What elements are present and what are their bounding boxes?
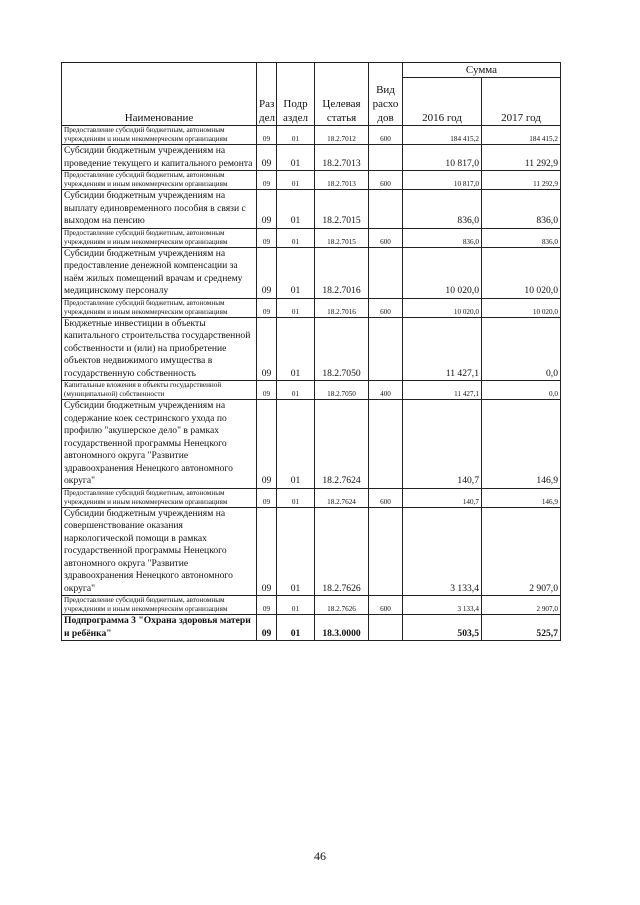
cell-sum-2017: 10 020,0 (482, 298, 561, 317)
cell-sum-2016: 10 817,0 (403, 145, 482, 171)
cell-sum-2017: 11 292,9 (482, 171, 561, 190)
cell-expense-type (369, 507, 403, 596)
header-summa: Сумма (403, 63, 561, 78)
cell-razdel: 09 (257, 400, 277, 489)
cell-sum-2016: 10 817,0 (403, 171, 482, 190)
cell-name: Субсидии бюджетным учреждениям на предоставление денежной компенсации за наём жилых помещений врачам и среднему медицинскому персоналу (62, 247, 257, 298)
table-row (62, 317, 561, 381)
cell-name: Бюджетные инвестиции в объекты капитального строительства государственной собственности и (или) на приобретение объектов недвижимого имущества в государственную собственность (62, 317, 257, 381)
cell-sum-2016: 184 415,2 (403, 126, 482, 145)
cell-razdel: 09 (257, 596, 277, 615)
cell-razdel: 09 (257, 507, 277, 596)
cell-razdel: 09 (257, 145, 277, 171)
cell-name: Субсидии бюджетным учреждениям на выплату единовременного пособия в связи с выходом на пенсию (62, 190, 257, 229)
cell-podrazdel: 01 (277, 145, 315, 171)
cell-sum-2016: 503,5 (403, 615, 482, 641)
header-vid: Вид расхо дов (369, 63, 403, 126)
cell-name: Подпрограмма 3 "Охрана здоровья матери и ребёнка" (62, 615, 257, 641)
cell-expense-type (369, 247, 403, 298)
cell-name: Субсидии бюджетным учреждениям на совершенствование оказания наркологической помощи в рамках государственной программы Ненецкого автономного округа "Развитие здравоохранения Ненецкого автономного округа" (62, 507, 257, 596)
cell-podrazdel: 01 (277, 507, 315, 596)
cell-target-article: 18.2.7626 (315, 596, 369, 615)
cell-target-article: 18.2.7626 (315, 507, 369, 596)
cell-podrazdel: 01 (277, 247, 315, 298)
cell-razdel: 09 (257, 615, 277, 641)
cell-podrazdel: 01 (277, 381, 315, 400)
cell-name: Субсидии бюджетным учреждениям на проведение текущего и капитального ремонта (62, 145, 257, 171)
cell-sum-2016: 140,7 (403, 400, 482, 489)
table-row (62, 381, 561, 400)
cell-sum-2017: 11 292,9 (482, 145, 561, 171)
cell-expense-type: 600 (369, 488, 403, 507)
cell-sum-2017: 0,0 (482, 317, 561, 381)
cell-razdel: 09 (257, 247, 277, 298)
cell-target-article: 18.2.7624 (315, 400, 369, 489)
cell-razdel: 09 (257, 171, 277, 190)
cell-podrazdel: 01 (277, 126, 315, 145)
cell-sum-2017: 146,9 (482, 400, 561, 489)
table-row (62, 298, 561, 317)
table-body (62, 126, 561, 641)
cell-sum-2016: 836,0 (403, 228, 482, 247)
cell-sum-2017: 836,0 (482, 228, 561, 247)
table-row (62, 190, 561, 229)
cell-sum-2016: 10 020,0 (403, 247, 482, 298)
cell-expense-type: 600 (369, 126, 403, 145)
header-year-2017: 2017 год (482, 78, 561, 126)
cell-expense-type (369, 317, 403, 381)
cell-sum-2017: 184 415,2 (482, 126, 561, 145)
cell-expense-type (369, 615, 403, 641)
cell-razdel: 09 (257, 228, 277, 247)
cell-expense-type: 600 (369, 298, 403, 317)
table-row (62, 596, 561, 615)
cell-podrazdel: 01 (277, 317, 315, 381)
header-razdel: Раз дел (257, 63, 277, 126)
cell-razdel: 09 (257, 317, 277, 381)
cell-razdel: 09 (257, 126, 277, 145)
cell-sum-2016: 10 020,0 (403, 298, 482, 317)
cell-target-article: 18.2.7050 (315, 381, 369, 400)
cell-sum-2017: 2 907,0 (482, 596, 561, 615)
budget-table (61, 62, 561, 641)
cell-expense-type: 600 (369, 228, 403, 247)
header-year-2016: 2016 год (403, 78, 482, 126)
table-row (62, 400, 561, 489)
table-row (62, 507, 561, 596)
cell-name: Предоставление субсидий бюджетным, автономным учреждениям и иным некоммерческим организациям (62, 298, 257, 317)
cell-sum-2016: 140,7 (403, 488, 482, 507)
cell-sum-2017: 525,7 (482, 615, 561, 641)
page-number: 46 (314, 849, 326, 863)
table-row (62, 171, 561, 190)
cell-razdel: 09 (257, 298, 277, 317)
cell-razdel: 09 (257, 488, 277, 507)
cell-sum-2016: 3 133,4 (403, 507, 482, 596)
header-celevaya: Целевая статья (315, 63, 369, 126)
cell-sum-2017: 2 907,0 (482, 507, 561, 596)
cell-sum-2017: 10 020,0 (482, 247, 561, 298)
cell-razdel: 09 (257, 190, 277, 229)
cell-sum-2016: 11 427,1 (403, 317, 482, 381)
cell-sum-2016: 836,0 (403, 190, 482, 229)
cell-podrazdel: 01 (277, 596, 315, 615)
cell-target-article: 18.2.7013 (315, 171, 369, 190)
cell-name: Предоставление субсидий бюджетным, автономным учреждениям и иным некоммерческим организациям (62, 488, 257, 507)
cell-expense-type: 600 (369, 596, 403, 615)
table-row (62, 615, 561, 641)
cell-target-article: 18.3.0000 (315, 615, 369, 641)
cell-name: Предоставление субсидий бюджетным, автономным учреждениям и иным некоммерческим организациям (62, 596, 257, 615)
table-row (62, 488, 561, 507)
cell-target-article: 18.2.7016 (315, 298, 369, 317)
cell-target-article: 18.2.7624 (315, 488, 369, 507)
header-name: Наименование (62, 63, 257, 126)
table-row (62, 145, 561, 171)
cell-podrazdel: 01 (277, 171, 315, 190)
cell-name: Предоставление субсидий бюджетным, автономным учреждениям и иным некоммерческим организациям (62, 171, 257, 190)
cell-target-article: 18.2.7012 (315, 126, 369, 145)
cell-sum-2017: 0,0 (482, 381, 561, 400)
cell-target-article: 18.2.7013 (315, 145, 369, 171)
cell-expense-type: 600 (369, 171, 403, 190)
cell-target-article: 18.2.7050 (315, 317, 369, 381)
cell-sum-2016: 3 133,4 (403, 596, 482, 615)
cell-podrazdel: 01 (277, 228, 315, 247)
cell-expense-type (369, 145, 403, 171)
cell-target-article: 18.2.7015 (315, 190, 369, 229)
cell-podrazdel: 01 (277, 190, 315, 229)
table-row (62, 126, 561, 145)
table-row (62, 228, 561, 247)
cell-target-article: 18.2.7016 (315, 247, 369, 298)
cell-name: Субсидии бюджетным учреждениям на содержание коек сестринского ухода по профилю "акушерское дело" в рамках государственной программы Ненецкого автономного округа "Развитие здравоохранения Ненецкого автономного округа" (62, 400, 257, 489)
cell-sum-2017: 836,0 (482, 190, 561, 229)
cell-expense-type (369, 400, 403, 489)
cell-expense-type (369, 190, 403, 229)
cell-razdel: 09 (257, 381, 277, 400)
cell-podrazdel: 01 (277, 400, 315, 489)
cell-podrazdel: 01 (277, 298, 315, 317)
cell-podrazdel: 01 (277, 615, 315, 641)
header-podrazdel: Подр аздел (277, 63, 315, 126)
cell-name: Предоставление субсидий бюджетным, автономным учреждениям и иным некоммерческим организациям (62, 228, 257, 247)
cell-target-article: 18.2.7015 (315, 228, 369, 247)
cell-name: Предоставление субсидий бюджетным, автономным учреждениям и иным некоммерческим организациям (62, 126, 257, 145)
cell-expense-type: 400 (369, 381, 403, 400)
cell-sum-2017: 146,9 (482, 488, 561, 507)
table-row (62, 247, 561, 298)
cell-name: Капитальные вложения в объекты государственной (муниципальной) собственности (62, 381, 257, 400)
cell-podrazdel: 01 (277, 488, 315, 507)
cell-sum-2016: 11 427,1 (403, 381, 482, 400)
